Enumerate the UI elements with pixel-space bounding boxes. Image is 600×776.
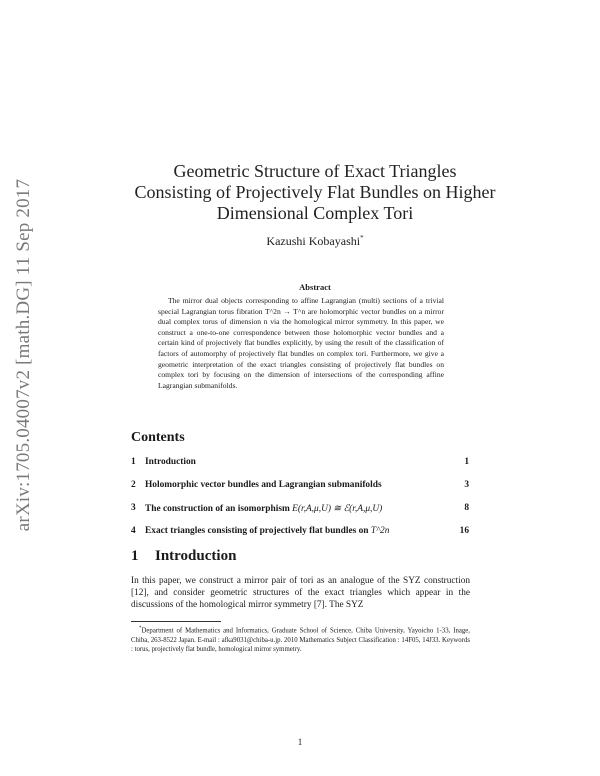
arxiv-identifier: arXiv:1705.04007v2 [math.DG] 11 Sep 2017 bbox=[13, 178, 35, 532]
author bbox=[200, 234, 430, 249]
author-footnote-mark: * bbox=[360, 234, 364, 242]
abstract-text: The mirror dual objects corresponding to affine Lagrangian (multi) sections of a trivial special Lagrangian torus fibration T^2n → T^n are holomorphic vector bundles on a mirror dual complex torus of dimension n via the homological mirror symmetry. In this paper, we construct a one-to-one correspondence between those holomorphic vector bundles and a certain kind of projectively flat bundles explicitly, by using the result of the classification of factors of automorphy of projectively flat bundles on complex tori. Furthermore, we give a geometric interpretation of the exact triangles consisting of projectively flat bundles on complex tori by focusing on the dimension of intersections of the corresponding affine Lagrangian submanifolds. bbox=[158, 296, 444, 390]
footnote-text: Department of Mathematics and Informatics, Graduate School of Science, Chiba University, Yayoicho 1-33, Inage, Chiba, 263-8522 Japan. E-mail : afka9031@chiba-u.jp. 2010 Mathematics Subject Classification : 14F05, 14J33. Keywords : torus, projectively flat bundle, homological mirror symmetry. bbox=[131, 627, 470, 654]
toc-entry-title bbox=[145, 503, 382, 514]
author-name: Kazushi Kobayashi bbox=[266, 234, 361, 248]
page-number: 1 bbox=[297, 737, 303, 747]
footnote bbox=[131, 624, 470, 655]
toc-entry-title-text: The construction of an isomorphism bbox=[145, 504, 293, 514]
toc-entry[interactable] bbox=[131, 455, 469, 478]
title-line-1: Geometric Structure of Exact Triangles bbox=[173, 161, 457, 181]
toc-entry-page: 3 bbox=[464, 480, 469, 490]
abstract-heading: Abstract bbox=[299, 282, 331, 292]
title-line-2: Consisting of Projectively Flat Bundles on Higher bbox=[134, 182, 496, 202]
toc-entry-title bbox=[145, 480, 382, 490]
toc-entry-title bbox=[145, 457, 196, 467]
toc-entry-title-text: Introduction bbox=[145, 457, 196, 467]
toc-entry-math: E(r,A,μ,U) ≅ ℰ(r,A,μ,U) bbox=[292, 504, 383, 514]
toc-entry-number: 4 bbox=[131, 526, 136, 536]
toc-entry-title bbox=[145, 526, 389, 536]
section-number: 1 bbox=[131, 548, 139, 564]
toc-entry[interactable] bbox=[131, 501, 469, 524]
toc-entry-page: 16 bbox=[459, 526, 469, 536]
toc-entry-number: 2 bbox=[131, 480, 136, 490]
toc-entry-page: 1 bbox=[464, 457, 469, 467]
toc-entry-math: T^2n bbox=[370, 526, 390, 536]
toc-entry-page: 8 bbox=[464, 503, 469, 513]
toc-entry-title-text: Holomorphic vector bundles and Lagrangian submanifolds bbox=[145, 480, 382, 490]
toc-entry[interactable] bbox=[131, 478, 469, 501]
toc-entry[interactable] bbox=[131, 524, 469, 547]
section-heading bbox=[131, 548, 236, 565]
footnote-mark: * bbox=[139, 626, 142, 631]
arxiv-stamp bbox=[6, 175, 42, 535]
toc-entry-number: 3 bbox=[131, 503, 136, 513]
contents-heading: Contents bbox=[131, 430, 185, 445]
section-title: Introduction bbox=[155, 548, 237, 564]
toc-entry-number: 1 bbox=[131, 457, 136, 467]
paper-title bbox=[120, 161, 510, 224]
introduction-paragraph: In this paper, we construct a mirror pair of tori as an analogue of the SYZ construction [12], and consider geometric structures of the exact triangles which appear in the discussions of the homological mirror symmetry [7]. The SYZ bbox=[131, 576, 470, 610]
table-of-contents bbox=[131, 455, 469, 547]
toc-entry-title-text: Exact triangles consisting of projectively flat bundles on bbox=[145, 526, 371, 536]
title-line-3: Dimensional Complex Tori bbox=[216, 203, 414, 223]
footnote-rule bbox=[131, 621, 221, 622]
